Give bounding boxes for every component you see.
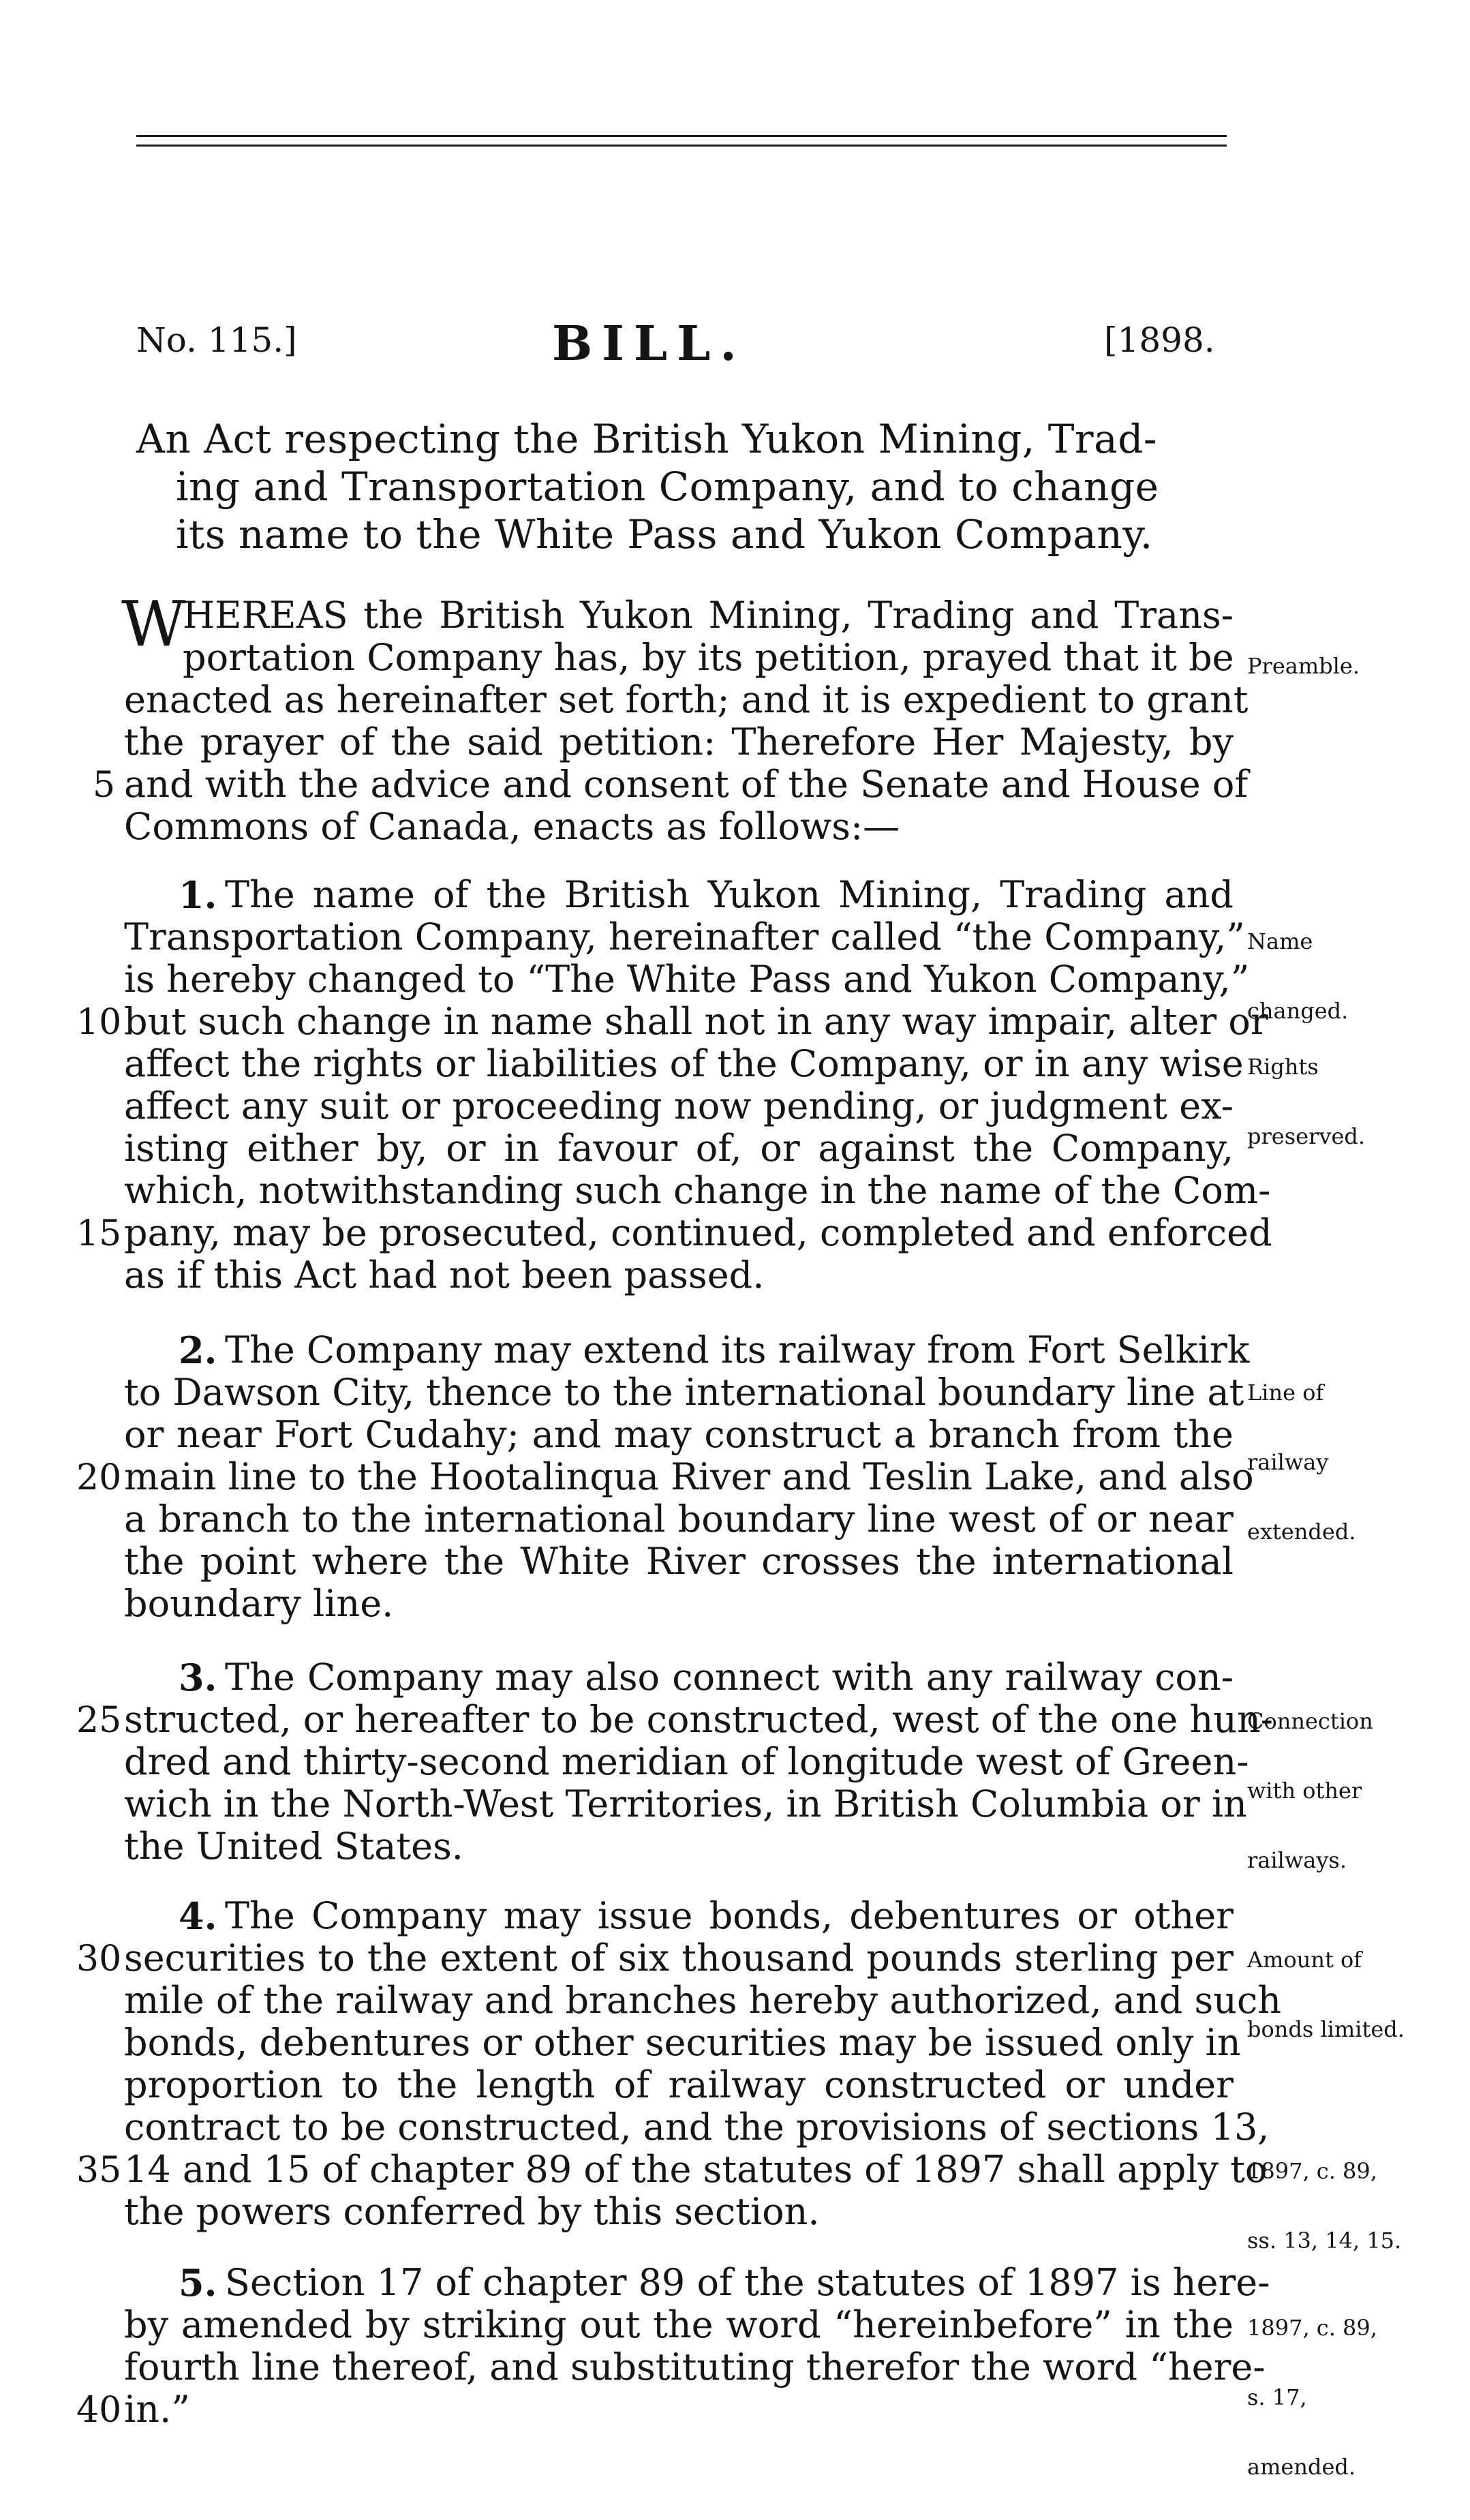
line-number: 40 bbox=[76, 2390, 122, 2431]
line-number: 20 bbox=[76, 1457, 122, 1498]
section-line: the powers conferred by this section. bbox=[124, 2190, 820, 2233]
margin-note-line: Amount of bbox=[1247, 1947, 1362, 1973]
section-line: as if this Act had not been passed. bbox=[124, 1254, 765, 1296]
bill-year: [1898. bbox=[1104, 320, 1215, 360]
margin-note-line: preserved. bbox=[1247, 1123, 1366, 1149]
preamble-line: Commons of Canada, enacts as follows:— bbox=[124, 805, 900, 848]
section-line: or near Fort Cudahy; and may construct a branch from the bbox=[124, 1413, 1234, 1456]
section-line: to Dawson City, thence to the international boundary line at bbox=[124, 1371, 1244, 1414]
margin-note-line: Line of bbox=[1247, 1380, 1324, 1406]
section-line: by amended by striking out the word “hereinbefore” in the bbox=[124, 2303, 1234, 2346]
margin-note-statute-ref-2 bbox=[1247, 2270, 1377, 2502]
section-line: the United States. bbox=[124, 1825, 463, 1868]
section-line: in.” bbox=[124, 2388, 190, 2431]
section-line: The Company may issue bonds, debentures or other bbox=[225, 1894, 1234, 1937]
top-rule-upper bbox=[136, 135, 1227, 137]
section-line: bonds, debentures or other securities may be issued only in bbox=[124, 2021, 1241, 2064]
section-line: structed, or hereafter to be constructed, west of the one hun- bbox=[124, 1698, 1274, 1741]
section-line: is hereby changed to “The White Pass and Yukon Company,” bbox=[124, 958, 1250, 1001]
margin-note-line: 1897, c. 89, bbox=[1247, 2315, 1377, 2341]
section-number: 5. bbox=[179, 2261, 217, 2305]
section-line: Transportation Company, hereinafter called “the Company,” bbox=[124, 915, 1245, 958]
section-line: mile of the railway and branches hereby authorized, and such bbox=[124, 1979, 1281, 2022]
margin-note-line: 1897, c. 89, bbox=[1247, 2158, 1377, 2184]
section-line: main line to the Hootalinqua River and Teslin Lake, and also bbox=[124, 1455, 1254, 1498]
section-line: 14 and 15 of chapter 89 of the statutes of 1897 shall apply to bbox=[124, 2148, 1268, 2191]
section-number: 3. bbox=[179, 1656, 217, 1699]
margin-note-line: Preamble. bbox=[1247, 653, 1360, 679]
line-number: 25 bbox=[76, 1700, 122, 1741]
section-line: the point where the White River crosses the international bbox=[124, 1540, 1234, 1583]
top-rule-lower bbox=[136, 145, 1227, 147]
section-line: a branch to the international boundary line west of or near bbox=[124, 1498, 1234, 1540]
section-line: pany, may be prosecuted, continued, completed and enforced bbox=[124, 1211, 1272, 1254]
margin-note-amount-of-bonds bbox=[1247, 1902, 1405, 2064]
section-number: 1. bbox=[179, 873, 217, 917]
section-line: wich in the North-West Territories, in British Columbia or in bbox=[124, 1782, 1247, 1825]
margin-note-line: Connection bbox=[1247, 1708, 1373, 1734]
preamble-dropcap: W bbox=[121, 588, 186, 661]
margin-note-statute-ref-1 bbox=[1247, 2113, 1401, 2275]
section-line: boundary line. bbox=[124, 1582, 394, 1625]
section-line: proportion to the length of railway constructed or under bbox=[124, 2063, 1234, 2106]
margin-note-line: Rights bbox=[1247, 1054, 1319, 1080]
margin-note-line: ss. 13, 14, 15. bbox=[1247, 2228, 1402, 2253]
margin-note-line: railway bbox=[1247, 1449, 1329, 1475]
line-number: 35 bbox=[76, 2150, 122, 2191]
margin-note-preamble bbox=[1247, 608, 1360, 701]
margin-note-line: amended. bbox=[1247, 2454, 1356, 2480]
section-line: dred and thirty-second meridian of longitude west of Green- bbox=[124, 1740, 1249, 1783]
preamble-line: HEREAS the British Yukon Mining, Trading and Trans- bbox=[183, 594, 1234, 637]
section-line: contract to be constructed, and the provisions of sections 13, bbox=[124, 2106, 1270, 2149]
margin-note-line-of-railway bbox=[1247, 1335, 1356, 1566]
line-number: 10 bbox=[76, 1002, 122, 1043]
preamble-line: enacted as hereinafter set forth; and it is expedient to grant bbox=[124, 678, 1249, 721]
line-number: 15 bbox=[76, 1213, 122, 1254]
margin-note-connection bbox=[1247, 1663, 1373, 1895]
line-number: 5 bbox=[93, 765, 116, 806]
margin-note-line: extended. bbox=[1247, 1519, 1356, 1545]
preamble-line: portation Company has, by its petition, prayed that it be bbox=[183, 636, 1234, 679]
margin-note-line: bonds limited. bbox=[1247, 2016, 1405, 2042]
bill-number: No. 115.] bbox=[136, 320, 297, 360]
section-line: The Company may also connect with any railway con- bbox=[225, 1656, 1234, 1699]
section-line: but such change in name shall not in any way impair, alter or bbox=[124, 1000, 1268, 1043]
margin-note-line: changed. bbox=[1247, 998, 1349, 1024]
margin-note-line: with other bbox=[1247, 1778, 1362, 1804]
title-line: ing and Transportation Company, and to change bbox=[176, 464, 1159, 510]
section-line: which, notwithstanding such change in the name of the Com- bbox=[124, 1169, 1271, 1212]
title-line: An Act respecting the British Yukon Mining, Trad- bbox=[136, 416, 1157, 462]
margin-note-line: Name bbox=[1247, 928, 1313, 954]
preamble-line: the prayer of the said petition: Therefore Her Majesty, by bbox=[124, 720, 1234, 763]
line-number: 30 bbox=[76, 1939, 122, 1979]
section-line: securities to the extent of six thousand pounds sterling per bbox=[124, 1937, 1234, 1979]
section-line: Section 17 of chapter 89 of the statutes of 1897 is here- bbox=[225, 2261, 1270, 2304]
section-line: affect the rights or liabilities of the Company, or in any wise bbox=[124, 1042, 1244, 1085]
section-number: 2. bbox=[179, 1329, 217, 1372]
section-line: isting either by, or in favour of, or against the Company, bbox=[124, 1127, 1234, 1170]
section-number: 4. bbox=[179, 1894, 217, 1938]
section-line: The name of the British Yukon Mining, Trading and bbox=[225, 873, 1234, 916]
preamble-line: and with the advice and consent of the Senate and House of bbox=[124, 763, 1249, 806]
margin-note-rights-preserved bbox=[1247, 1009, 1365, 1171]
document-type: BILL. bbox=[552, 315, 746, 371]
margin-note-line: s. 17, bbox=[1247, 2384, 1307, 2410]
section-line: affect any suit or proceeding now pending, or judgment ex- bbox=[124, 1084, 1234, 1127]
title-line: its name to the White Pass and Yukon Company. bbox=[176, 511, 1153, 558]
section-line: The Company may extend its railway from Fort Selkirk bbox=[225, 1329, 1250, 1371]
margin-note-line: railways. bbox=[1247, 1847, 1347, 1873]
section-line: fourth line thereof, and substituting therefor the word “here- bbox=[124, 2346, 1266, 2388]
